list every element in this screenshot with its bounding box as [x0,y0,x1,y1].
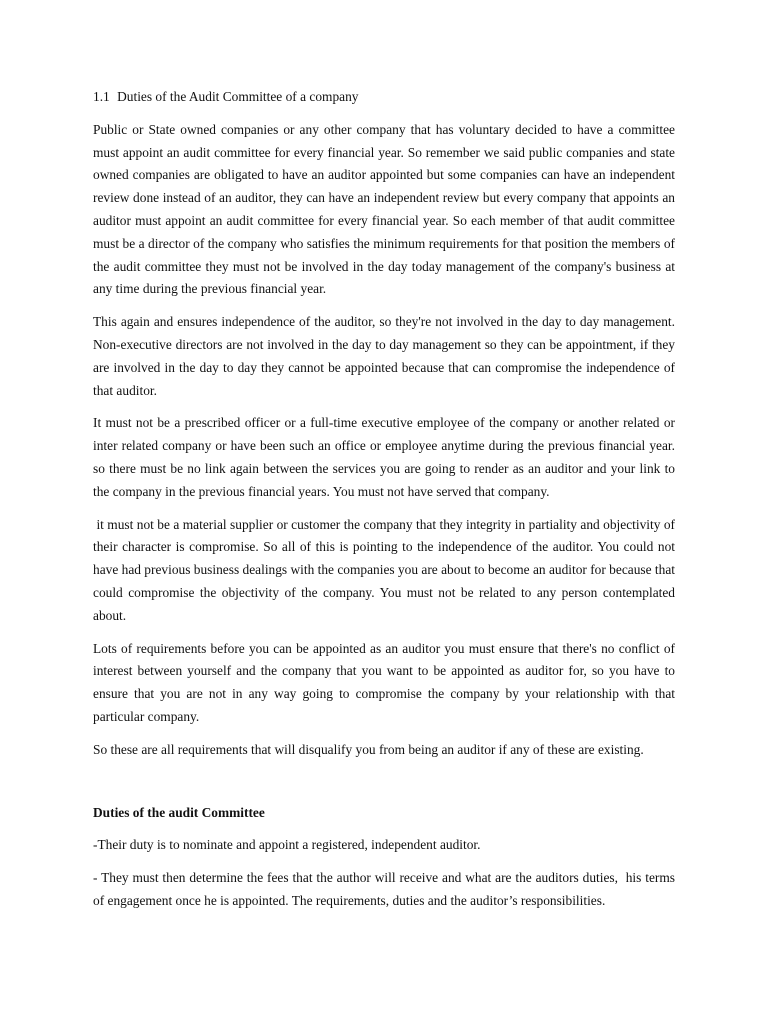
paragraph: This again and ensures independence of the auditor, so they're not involved in the day to day management. Non-executive directors are not involved in the day to day management so they can be appointment, if they are involved in the day to day they cannot be appointed because that can compromise the independence of that auditor. [93,314,675,398]
paragraph: It must not be a prescribed officer or a full-time executive employee of the company or another related or inter related company or have been such an office or employee anytime during the previous financial year. so there must be no link again between the services you are going to render as an auditor and your link to the company in the previous financial years. You must not have served that company. [93,415,675,499]
section-spacer [93,772,675,802]
paragraph: Lots of requirements before you can be appointed as an auditor you must ensure that there's no conflict of interest between yourself and the company that you want to be appointed as auditor for, so you have to ensure that you are not in any way going to compromise the company by your relationship with that particular company. [93,640,675,724]
paragraph: Public or State owned companies or any other company that has voluntary decided to have a committee must appoint an audit committee for every financial year. So remember we said public companies and state owned companies are obligated to have an auditor appointed but some companies can have an independent review done instead of an auditor, they can have an independent review but every company that appoints an auditor must appoint an audit committee for every financial year. So each member of that audit committee must be a director of the company who satisfies the minimum requirements for that position the members of the audit committee they must not be involved in the day today management of the company's business at any time during the previous financial year. [93,121,675,297]
paragraph: it must not be a material supplier or customer the company that they integrity in partiality and objectivity of their character is compromise. So all of this is pointing to the independence of the auditor. You could not have had previous business dealings with the companies you are about to become an auditor for because that could compromise the objectivity of the company. You must not be related to any person contemplated about. [93,516,679,623]
section-heading [93,86,675,109]
paragraph: So these are all requirements that will disqualify you from being an auditor if any of these are existing. [93,741,644,757]
section-title: Duties of the Audit Committee of a company [117,89,359,104]
section-number: 1.1 [93,89,110,104]
duties-heading: Duties of the audit Committee [93,804,265,820]
duty-item: -Their duty is to nominate and appoint a registered, independent auditor. [93,837,481,853]
duty-item: - They must then determine the fees that the author will receive and what are the auditors duties, his terms of engagement once he is appointed. The requirements, duties and the auditor’s responsibilities. [93,870,679,908]
